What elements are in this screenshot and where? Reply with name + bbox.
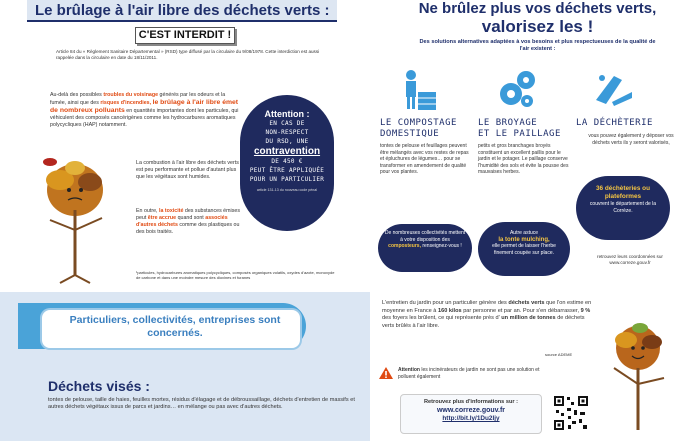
mulching-heading-2: ET LE PAILLAGE (478, 129, 561, 139)
attention-bubble (240, 95, 334, 231)
right-title-2: valorisez les ! (481, 17, 594, 36)
dump-truck-icon (592, 68, 634, 108)
attention-ref: article 131-13 du nouveau code pénal (256, 188, 318, 192)
right-header (375, 0, 700, 53)
attention-line-6: POUR UN PARTICULIER (249, 176, 325, 183)
attention-line-4: DE 450 € (271, 158, 303, 165)
info-box (400, 394, 542, 434)
attention-line-1: EN CAS DE (269, 120, 305, 127)
attention-line-5: PEUT ÊTRE APPLIQUÉE (249, 167, 325, 174)
concerned-text: Particuliers, collectivités, entreprises sont concernés. (69, 314, 281, 339)
info-site-link[interactable]: www.correze.gouv.fr (436, 407, 506, 414)
mulching-text: petits et gros branchages broyés constituent un excellent paillis pour le jardin et le potager. Le paillage conserve l'humidité des sols et évite la pousse des mauvaises herbes. (478, 143, 569, 176)
left-title: Le brûlage à l'air libre des déchets verts : (35, 2, 330, 19)
left-paragraph-3: En outre, la toxicité des substances émises peut être accrue quand sont associés d'autres déchets comme des plastiques ou des bois traités. (136, 208, 240, 235)
decheterie-link[interactable]: retrouvez leurs coordonnées sur www.correze.gouv.fr (597, 254, 663, 265)
interdit-label: C'EST INTERDIT ! (135, 27, 235, 44)
decheterie-heading: LA DÉCHÈTERIE (576, 118, 653, 128)
source-label: source ADEME (545, 352, 573, 357)
warning-text: Attention les incinérateurs de jardin ne sont pas une solution et polluent également (398, 367, 540, 380)
mulching-column (478, 118, 570, 176)
left-paragraph-2: La combustion à l'air libre des déchets verts est peu performante et pollue d'autant plus que les végétaux sont humides. (136, 160, 239, 180)
info-short-link[interactable]: http://bit.ly/1Du2Ijy (442, 415, 500, 422)
leaf-character-waving-illustration (600, 318, 675, 438)
leaf-character-illustration (30, 150, 120, 285)
mulching-bubble: Autre astuce la tonte mulching, elle permet de laisser l'herbe finement coupée sur place. (478, 222, 570, 276)
gears-icon (497, 68, 537, 110)
article-text: Article 84 du « Règlement Sanitaire Départemental » (RSD) type diffusé par la circulaire du 9/08/1978. Cette interdiction est aussi rappelée dans la circulaire en date du 18/11/2011. (56, 49, 320, 60)
stat-paragraph: L'entretien du jardin pour un particulier génère des déchets verts que l'on estime en moyenne en France à 160 kilos par personne et par an. Pour s'en débarrasser, 9 % des foyers les brûlent, ce qui représente près d' un million de tonnes de déchets verts brûlés à l'air libre. (382, 300, 592, 329)
composting-heading-1: LE COMPOSTAGE (380, 118, 457, 128)
right-subtitle: Des solutions alternatives adaptées à vos besoins et plus respectueuses de la qualité de l'air existent : (419, 39, 656, 52)
dechets-vises-text: tontes de pelouse, taille de haies, feuilles mortes, résidus d'élagage et de débroussaillage, déchets d'entretien de massifs et autres déchets végétaux issus de parcs et jardins… en mélange ou pas avec d'autres déchets. (48, 397, 355, 411)
composting-bubble: De nombreuses collectivités mettent à votre disposition des composteurs, renseignez-vous ! (378, 224, 472, 272)
left-title-banner (27, 0, 337, 22)
mulching-heading-1: LE BROYAGE (478, 118, 538, 128)
attention-title: Attention : (264, 109, 310, 119)
footnote: ¹particules, hydrocarbures aromatiques polycycliques, composés organiques volatils, oxydes d'azote, monoxyde de carbone et dans une moindre mesure des dioxines et furanes (136, 270, 335, 280)
attention-line-2: NON-RESPECT (265, 129, 309, 136)
dechets-vises-title: Déchets visés : (48, 378, 150, 394)
decheterie-bubble: 36 déchèteries ou plateformes couvrent le département de la Corrèze. (576, 176, 670, 240)
decheterie-text: vous pouvez également y déposer vos déchets verts ils y seront valorisés, (588, 133, 674, 146)
warning-icon (378, 366, 394, 380)
composting-column (380, 118, 472, 176)
right-title-1: Ne brûlez plus vos déchets verts, (418, 0, 657, 17)
composting-heading-2: DOMESTIQUE (380, 129, 440, 139)
attention-line-3: DU RSD, UNE (265, 138, 309, 145)
decheterie-column (576, 118, 686, 146)
left-paragraph-1: Au-delà des possibles troubles du voisinage générés par les odeurs et la fumée, ainsi que des risques d'incendies, le brûlage à l'air libre émet de nombreux polluants en quantités importantes dont les particules, qui véhiculent des composés cancérigènes comme les hydrocarbures aromatiques polycycliques (HAP) notamment. (50, 92, 239, 128)
composting-text: tontes de pelouse et feuillages peuvent être mélangés avec vos restes de repas et épluchures de légumes… pour se transformer en amendement de qualité pour vos plantes. (380, 143, 469, 176)
compost-icon (398, 68, 438, 112)
info-title: Retrouvez plus d'informations sur : (424, 399, 518, 405)
qr-code-icon (552, 394, 590, 432)
attention-contravention: contravention (253, 146, 321, 157)
